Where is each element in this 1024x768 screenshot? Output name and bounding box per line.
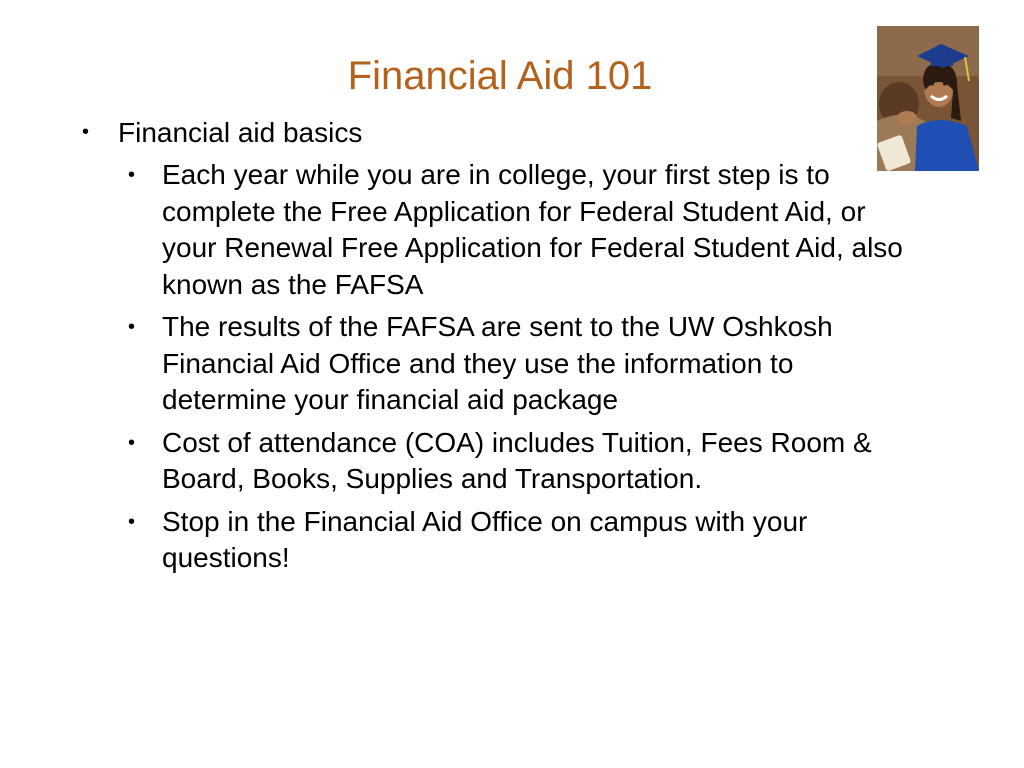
sub-bullet-list: [118, 157, 908, 577]
slide-title: Financial Aid 101: [347, 54, 653, 98]
bullet-list: [78, 114, 908, 583]
bullet-dot: •: [128, 510, 136, 533]
sub-bullet: [118, 157, 908, 303]
bullet-dot: •: [128, 316, 136, 338]
main-bullet-text: Financial aid basics: [118, 117, 363, 148]
bullet-dot: •: [128, 431, 136, 454]
sub-bullet-text: Each year while you are in college, your first step is to complete the Free Application for Federal Student Aid, or your Renewal Free Application for Federal Student Aid, also known as the FAFSA: [162, 159, 903, 300]
sub-bullet-text: The results of the FAFSA are sent to the UW Oshkosh Financial Aid Office and they use the information to determine your financial aid package: [162, 311, 833, 415]
sub-bullet-text: Stop in the Financial Aid Office on campus with your questions!: [162, 505, 808, 573]
main-bullet: [78, 114, 908, 577]
sub-bullet: [118, 425, 908, 498]
sub-bullet-text: Cost of attendance (COA) includes Tuition, Fees Room & Board, Books, Supplies and Transportation.: [162, 426, 872, 494]
sub-bullet: [118, 504, 908, 577]
sub-bullet: [118, 309, 908, 419]
bullet-dot: •: [128, 164, 136, 186]
bullet-dot: •: [82, 121, 90, 143]
